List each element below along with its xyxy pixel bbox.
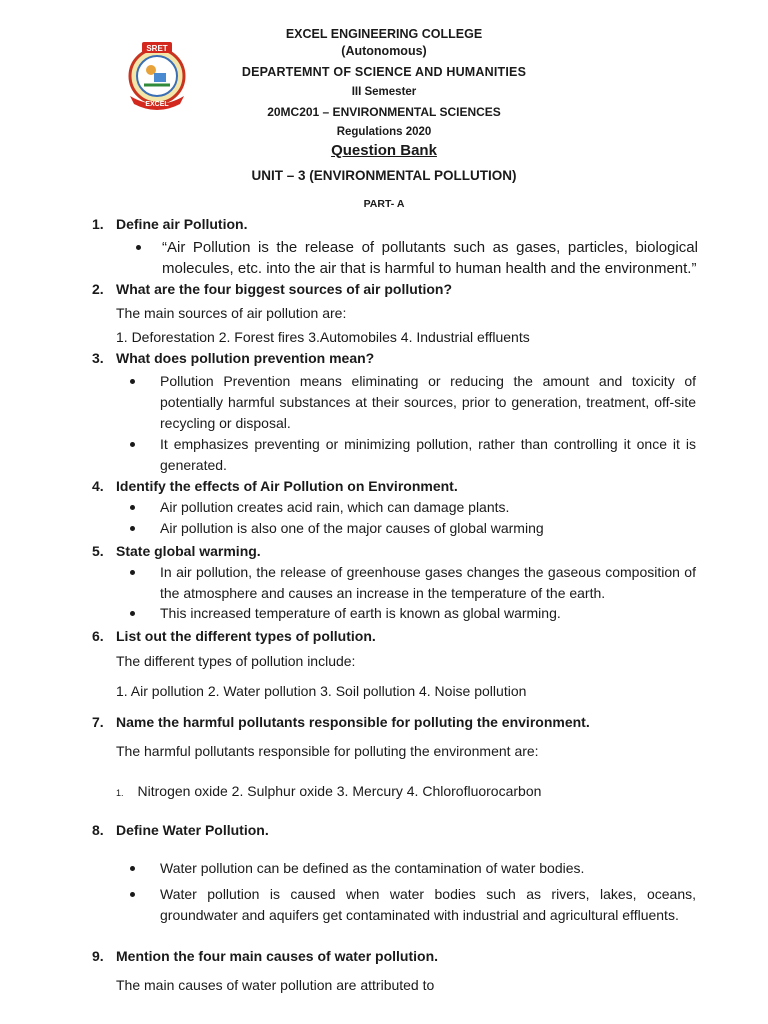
question-text: State global warming. — [116, 543, 261, 559]
question-7 — [92, 713, 590, 731]
answer-intro: The main sources of air pollution are: — [116, 305, 347, 321]
list-number: 1. — [116, 788, 124, 798]
bullet-item — [138, 884, 696, 926]
bullet-text: Pollution Prevention means eliminating or reducing the amount and toxicity of potentially harmful substances at their sources, prior to generation, treatment, off-site recycling or disposal. — [160, 373, 696, 431]
answer-list: 1. Air pollution 2. Water pollution 3. Soil pollution 4. Noise pollution — [116, 683, 527, 699]
answer-intro: The different types of pollution include: — [116, 653, 356, 669]
question-text: Mention the four main causes of water pollution. — [116, 948, 439, 964]
bullet-text: This increased temperature of earth is known as global warming. — [160, 605, 561, 621]
list-text: Nitrogen oxide 2. Sulphur oxide 3. Mercury 4. Chlorofluorocarbon — [137, 783, 542, 799]
regulations-label: Regulations 2020 — [336, 126, 432, 138]
question-number: 5. — [92, 543, 104, 559]
bullet-item — [138, 371, 696, 434]
question-number: 9. — [92, 948, 104, 964]
semester-label: III Semester — [351, 86, 417, 98]
bullet-text: Water pollution can be defined as the contamination of water bodies. — [160, 860, 585, 876]
bullet-item — [138, 858, 696, 879]
question-number: 8. — [92, 822, 104, 838]
answer-intro: The harmful pollutants responsible for polluting the environment are: — [116, 743, 539, 759]
question-4 — [92, 477, 458, 495]
question-number: 6. — [92, 628, 104, 644]
part-label: PART- A — [363, 198, 405, 210]
question-9 — [92, 947, 438, 965]
question-2 — [92, 280, 452, 298]
bullet-item — [138, 497, 696, 518]
question-1 — [92, 215, 247, 233]
bullet-item — [138, 518, 696, 539]
question-number: 4. — [92, 478, 104, 494]
bullet-text: In air pollution, the release of greenhouse gases changes the gaseous composition of the atmosphere and causes an increase in the temperature of the earth. — [160, 564, 696, 601]
bullet-text: It emphasizes preventing or minimizing pollution, rather than controlling it once it is generated. — [160, 436, 696, 473]
question-text: Identify the effects of Air Pollution on Environment. — [116, 478, 458, 494]
department-name: DEPARTEMNT OF SCIENCE AND HUMANITIES — [241, 65, 527, 79]
question-text: What are the four biggest sources of air pollution? — [116, 281, 453, 297]
answer-list — [116, 782, 701, 802]
question-text: Name the harmful pollutants responsible for polluting the environment. — [116, 714, 590, 730]
logo-top-text: SRET — [146, 44, 168, 53]
question-number: 7. — [92, 714, 104, 730]
bullet-text: Water pollution is caused when water bodies such as rivers, lakes, oceans, groundwater and aquifers get contaminated with industrial and agricultural effluents. — [160, 886, 696, 923]
question-3 — [92, 349, 374, 367]
question-text: List out the different types of pollution. — [116, 628, 376, 644]
unit-title: UNIT – 3 (ENVIRONMENTAL POLLUTION) — [251, 168, 517, 183]
bullet-text: Air pollution is also one of the major causes of global warming — [160, 520, 544, 536]
bullet-item — [138, 562, 696, 604]
question-number: 1. — [92, 216, 104, 232]
answer-intro: The main causes of water pollution are attributed to — [116, 977, 435, 993]
answer-list: 1. Deforestation 2. Forest fires 3.Automobiles 4. Industrial effluents — [116, 329, 530, 345]
bullet-text: Air pollution creates acid rain, which can damage plants. — [160, 499, 510, 515]
bullet-text: “Air Pollution is the release of pollutants such as gases, particles, biological molecules, etc. into the air that is harmful to human health and the environment.” — [162, 239, 698, 277]
bullet-item — [140, 237, 698, 279]
document-title: Question Bank — [331, 142, 437, 159]
college-status: (Autonomous) — [341, 44, 427, 58]
question-6 — [92, 627, 376, 645]
question-text: What does pollution prevention mean? — [116, 350, 375, 366]
question-number: 3. — [92, 350, 104, 366]
question-8 — [92, 821, 269, 839]
bullet-item — [138, 603, 696, 624]
bullet-item — [138, 434, 696, 476]
question-text: Define air Pollution. — [116, 216, 248, 232]
question-5 — [92, 542, 261, 560]
logo-bottom-text: EXCEL — [145, 101, 169, 108]
college-name: EXCEL ENGINEERING COLLEGE — [285, 27, 483, 41]
course-title: 20MC201 – ENVIRONMENTAL SCIENCES — [267, 105, 501, 119]
question-text: Define Water Pollution. — [116, 822, 269, 838]
question-number: 2. — [92, 281, 104, 297]
